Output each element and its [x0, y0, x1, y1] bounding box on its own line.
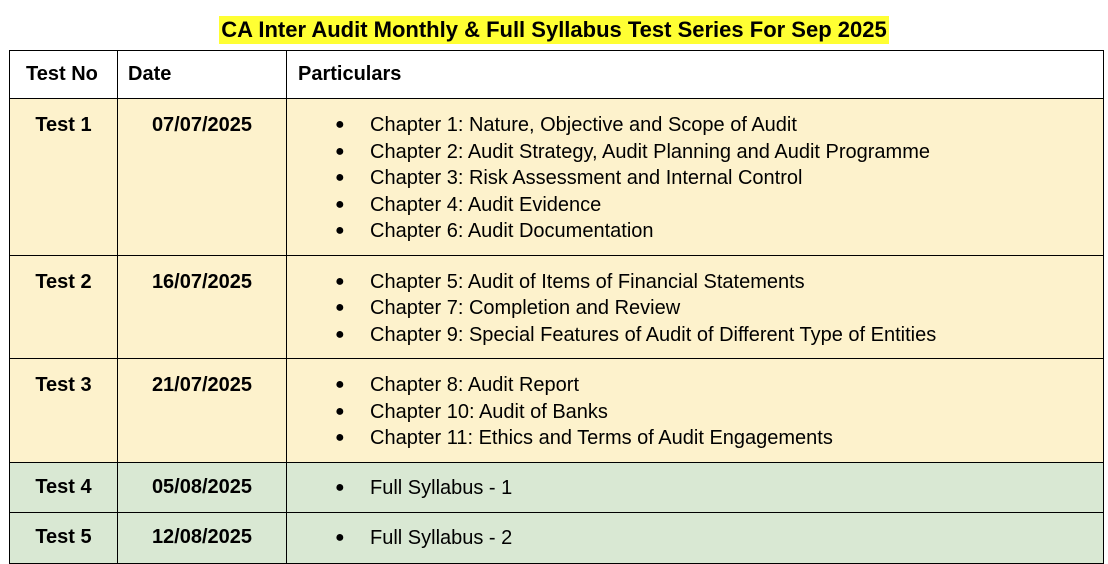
chapter-text: Chapter 5: Audit of Items of Financial Statements — [370, 270, 805, 293]
list-item — [287, 269, 1103, 296]
test-number-cell: Test 5 — [10, 513, 118, 564]
test-schedule-table — [9, 50, 1104, 564]
page-title: CA Inter Audit Monthly & Full Syllabus Test Series For Sep 2025 — [221, 17, 887, 42]
table-row — [10, 255, 1104, 359]
test-date-cell: 21/07/2025 — [118, 359, 287, 463]
header-date: Date — [118, 51, 287, 99]
chapter-text: Full Syllabus - 1 — [370, 476, 513, 499]
list-item — [287, 372, 1103, 399]
test-number-cell: Test 3 — [10, 359, 118, 463]
chapter-list — [287, 475, 1103, 502]
chapter-text: Full Syllabus - 2 — [370, 527, 513, 549]
particulars-cell — [287, 99, 1104, 256]
table-row — [10, 462, 1104, 513]
chapter-text: Chapter 10: Audit of Banks — [370, 400, 608, 423]
bullet-icon: ● — [335, 272, 345, 290]
title-container — [0, 16, 1108, 44]
bullet-icon: ● — [335, 325, 345, 343]
bullet-icon: ● — [335, 402, 345, 420]
chapter-text: Chapter 4: Audit Evidence — [370, 193, 602, 216]
table-row — [10, 513, 1104, 564]
bullet-icon: ● — [335, 478, 345, 496]
bullet-icon: ● — [335, 376, 345, 393]
chapter-text: Chapter 7: Completion and Review — [370, 297, 681, 319]
particulars-cell — [287, 255, 1104, 359]
test-date-cell: 05/08/2025 — [118, 462, 287, 513]
chapter-text: Chapter 2: Audit Strategy, Audit Planning and Audit Programme — [370, 140, 930, 163]
chapter-list — [287, 525, 1103, 552]
chapter-text: Chapter 9: Special Features of Audit of Different Type of Entities — [370, 323, 937, 346]
chapter-text: Chapter 8: Audit Report — [370, 374, 580, 396]
particulars-cell — [287, 359, 1104, 463]
test-number-cell: Test 4 — [10, 462, 118, 513]
bullet-icon: ● — [335, 222, 345, 239]
list-item — [287, 425, 1103, 452]
list-item — [287, 112, 1103, 139]
chapter-text: Chapter 11: Ethics and Terms of Audit Engagements — [370, 427, 833, 449]
bullet-icon: ● — [335, 429, 345, 446]
chapter-list — [287, 372, 1103, 452]
bullet-icon: ● — [335, 195, 345, 213]
bullet-icon: ● — [335, 169, 345, 186]
chapter-text: Chapter 3: Risk Assessment and Internal Control — [370, 167, 803, 189]
header-particulars: Particulars — [287, 51, 1104, 99]
table-row — [10, 359, 1104, 463]
list-item — [287, 475, 1103, 502]
test-date-cell: 12/08/2025 — [118, 513, 287, 564]
test-number-cell: Test 2 — [10, 255, 118, 359]
bullet-icon: ● — [335, 142, 345, 160]
list-item — [287, 322, 1103, 349]
header-test-no: Test No — [10, 51, 118, 99]
bullet-icon: ● — [335, 116, 345, 133]
test-date-cell: 16/07/2025 — [118, 255, 287, 359]
table-row — [10, 99, 1104, 256]
list-item — [287, 192, 1103, 219]
chapter-list — [287, 112, 1103, 245]
bullet-icon: ● — [335, 529, 345, 546]
list-item — [287, 399, 1103, 426]
particulars-cell — [287, 513, 1104, 564]
test-date-cell: 07/07/2025 — [118, 99, 287, 256]
list-item — [287, 218, 1103, 245]
list-item — [287, 139, 1103, 166]
chapter-text: Chapter 6: Audit Documentation — [370, 220, 654, 242]
list-item — [287, 525, 1103, 552]
chapter-text: Chapter 1: Nature, Objective and Scope of Audit — [370, 114, 797, 136]
bullet-icon: ● — [335, 299, 345, 316]
table-header-row — [10, 51, 1104, 99]
list-item — [287, 165, 1103, 192]
chapter-list — [287, 269, 1103, 349]
test-number-cell: Test 1 — [10, 99, 118, 256]
list-item — [287, 295, 1103, 322]
particulars-cell — [287, 462, 1104, 513]
